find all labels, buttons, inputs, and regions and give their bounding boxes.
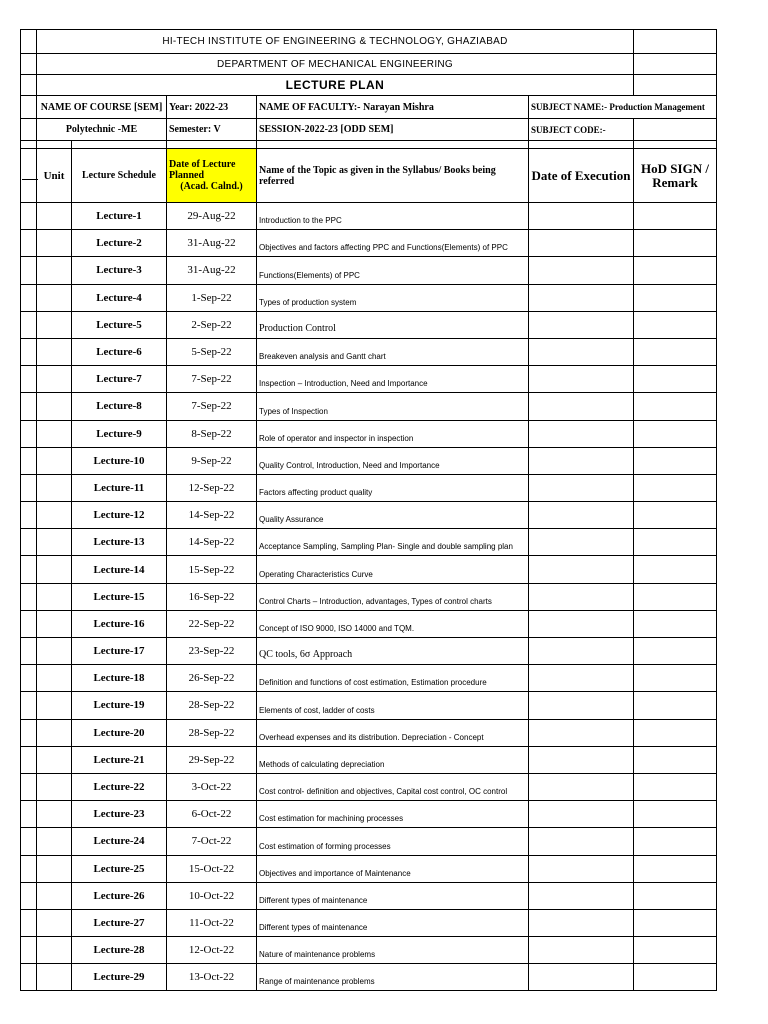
lecture-topic: QC tools, 6σ Approach [257,638,529,665]
lecture-label: Lecture-21 [72,746,167,773]
lecture-date: 28-Sep-22 [167,692,257,719]
execution-cell [529,909,634,936]
unit-cell [37,801,72,828]
lecture-date: 14-Sep-22 [167,529,257,556]
date-planned-sub: (Acad. Calnd.) [180,181,243,192]
hod-cell [634,746,717,773]
lecture-label: Lecture-6 [72,338,167,365]
lecture-row [21,964,717,991]
lecture-topic: Range of maintenance problems [257,964,529,991]
unit-cell [37,638,72,665]
lecture-topic: Objectives and importance of Maintenance [257,855,529,882]
unit-cell [37,529,72,556]
lecture-date: 3-Oct-22 [167,773,257,800]
hod-cell [634,393,717,420]
execution-cell [529,502,634,529]
lecture-topic: Introduction to the PPC [257,203,529,230]
execution-cell [529,447,634,474]
hod-cell [634,529,717,556]
unit-cell [37,230,72,257]
hod-cell [634,583,717,610]
lecture-topic: Inspection – Introduction, Need and Importance [257,366,529,393]
lecture-row [21,311,717,338]
lecture-row [21,338,717,365]
lecture-row [21,203,717,230]
unit-cell [37,773,72,800]
lecture-topic: Types of production system [257,284,529,311]
execution-cell [529,801,634,828]
lecture-row [21,366,717,393]
lecture-row [21,583,717,610]
lecture-date: 5-Sep-22 [167,338,257,365]
execution-cell [529,746,634,773]
hod-cell [634,203,717,230]
lecture-label: Lecture-2 [72,230,167,257]
execution-cell [529,420,634,447]
column-header-date-planned [167,149,257,203]
lecture-date: 23-Sep-22 [167,638,257,665]
lecture-row [21,474,717,501]
lecture-label: Lecture-15 [72,583,167,610]
unit-cell [37,583,72,610]
semester-label: Semester: V [167,119,257,141]
lecture-date: 22-Sep-22 [167,610,257,637]
execution-cell [529,529,634,556]
execution-cell [529,692,634,719]
lecture-topic: Overhead expenses and its distribution. Depreciation - Concept [257,719,529,746]
lecture-row [21,746,717,773]
lecture-row [21,665,717,692]
lecture-topic: Quality Assurance [257,502,529,529]
lecture-label: Lecture-11 [72,474,167,501]
lecture-row [21,773,717,800]
lecture-row [21,828,717,855]
hod-cell [634,338,717,365]
hod-cell [634,447,717,474]
unit-cell [37,284,72,311]
lecture-label: Lecture-4 [72,284,167,311]
lecture-date: 14-Sep-22 [167,502,257,529]
hod-cell [634,257,717,284]
hod-cell [634,665,717,692]
hod-cell [634,366,717,393]
execution-cell [529,583,634,610]
unit-cell [37,882,72,909]
lecture-topic: Control Charts – Introduction, advantages, Types of control charts [257,583,529,610]
execution-cell [529,338,634,365]
unit-cell [37,420,72,447]
hod-cell [634,692,717,719]
lecture-topic: Types of Inspection [257,393,529,420]
lecture-row [21,257,717,284]
unit-cell [37,937,72,964]
lecture-row [21,692,717,719]
lecture-topic: Quality Control, Introduction, Need and Importance [257,447,529,474]
lecture-topic: Acceptance Sampling, Sampling Plan- Single and double sampling plan [257,529,529,556]
lecture-label: Lecture-8 [72,393,167,420]
hod-cell [634,474,717,501]
lecture-label: Lecture-22 [72,773,167,800]
lecture-label: Lecture-17 [72,638,167,665]
faculty-label: NAME OF FACULTY:- Narayan Mishra [257,96,529,119]
lecture-date: 10-Oct-22 [167,882,257,909]
unit-cell [37,447,72,474]
hod-cell [634,828,717,855]
lecture-topic: Operating Characteristics Curve [257,556,529,583]
course-value: Polytechnic -ME [37,119,167,141]
lecture-label: Lecture-13 [72,529,167,556]
lecture-label: Lecture-10 [72,447,167,474]
lecture-topic: Production Control [257,311,529,338]
lecture-date: 29-Aug-22 [167,203,257,230]
subject-code-label: SUBJECT CODE:- [529,119,634,141]
lecture-date: 7-Sep-22 [167,393,257,420]
lecture-label: Lecture-20 [72,719,167,746]
execution-cell [529,638,634,665]
unit-cell [37,719,72,746]
column-header-unit: Unit [37,149,72,203]
lecture-label: Lecture-28 [72,937,167,964]
lecture-row [21,420,717,447]
unit-cell [37,828,72,855]
row-marker [22,179,38,180]
execution-cell [529,474,634,501]
unit-cell [37,610,72,637]
lecture-row [21,447,717,474]
lecture-topic: Functions(Elements) of PPC [257,257,529,284]
lecture-topic: Breakeven analysis and Gantt chart [257,338,529,365]
unit-cell [37,692,72,719]
institute-name: HI-TECH INSTITUTE OF ENGINEERING & TECHNOLOGY, GHAZIABAD [37,30,634,54]
unit-cell [37,474,72,501]
lecture-topic: Factors affecting product quality [257,474,529,501]
lecture-topic: Role of operator and inspector in inspection [257,420,529,447]
hod-cell [634,882,717,909]
lecture-row [21,909,717,936]
lecture-date: 13-Oct-22 [167,964,257,991]
session-label: SESSION-2022-23 [ODD SEM] [257,119,529,141]
lecture-date: 31-Aug-22 [167,230,257,257]
hod-cell [634,773,717,800]
lecture-date: 7-Oct-22 [167,828,257,855]
unit-cell [37,909,72,936]
lecture-row [21,882,717,909]
lecture-row [21,937,717,964]
lecture-date: 26-Sep-22 [167,665,257,692]
hod-cell [634,909,717,936]
lecture-label: Lecture-29 [72,964,167,991]
lecture-date: 28-Sep-22 [167,719,257,746]
lecture-topic: Different types of maintenance [257,909,529,936]
lecture-date: 15-Oct-22 [167,855,257,882]
execution-cell [529,828,634,855]
lecture-date: 8-Sep-22 [167,420,257,447]
unit-cell [37,746,72,773]
column-header-topic: Name of the Topic as given in the Syllabus/ Books being referred [257,149,529,203]
hod-cell [634,502,717,529]
lecture-topic: Elements of cost, ladder of costs [257,692,529,719]
lecture-row [21,230,717,257]
subject-name-label: SUBJECT NAME:- Production Management [529,96,717,119]
execution-cell [529,610,634,637]
lecture-row [21,556,717,583]
page-title: LECTURE PLAN [37,75,634,96]
lecture-label: Lecture-26 [72,882,167,909]
hod-cell [634,964,717,991]
lecture-label: Lecture-25 [72,855,167,882]
lecture-date: 12-Sep-22 [167,474,257,501]
lecture-topic: Cost estimation for machining processes [257,801,529,828]
lecture-label: Lecture-9 [72,420,167,447]
lecture-date: 16-Sep-22 [167,583,257,610]
execution-cell [529,665,634,692]
lecture-date: 29-Sep-22 [167,746,257,773]
lecture-row [21,719,717,746]
hod-cell [634,801,717,828]
lecture-date: 2-Sep-22 [167,311,257,338]
execution-cell [529,230,634,257]
unit-cell [37,366,72,393]
lecture-topic: Nature of maintenance problems [257,937,529,964]
unit-cell [37,203,72,230]
unit-cell [37,855,72,882]
lecture-label: Lecture-24 [72,828,167,855]
execution-cell [529,719,634,746]
execution-cell [529,203,634,230]
lecture-date: 11-Oct-22 [167,909,257,936]
hod-cell [634,719,717,746]
hod-cell [634,610,717,637]
lecture-topic: Cost control- definition and objectives, Capital cost control, OC control [257,773,529,800]
execution-cell [529,366,634,393]
execution-cell [529,964,634,991]
lecture-row [21,801,717,828]
lecture-date: 6-Oct-22 [167,801,257,828]
unit-cell [37,964,72,991]
execution-cell [529,257,634,284]
hod-cell [634,311,717,338]
lecture-date: 7-Sep-22 [167,366,257,393]
lecture-date: 15-Sep-22 [167,556,257,583]
unit-cell [37,257,72,284]
execution-cell [529,284,634,311]
lecture-label: Lecture-3 [72,257,167,284]
lecture-label: Lecture-12 [72,502,167,529]
lecture-label: Lecture-1 [72,203,167,230]
lecture-topic: Objectives and factors affecting PPC and Functions(Elements) of PPC [257,230,529,257]
lecture-plan-table [20,29,717,991]
lecture-topic: Different types of maintenance [257,882,529,909]
department-name: DEPARTMENT OF MECHANICAL ENGINEERING [37,54,634,75]
hod-cell [634,230,717,257]
column-header-hod: HoD SIGN / Remark [634,149,717,203]
hod-cell [634,284,717,311]
lecture-row [21,284,717,311]
lecture-row [21,855,717,882]
year-label: Year: 2022-23 [167,96,257,119]
lecture-label: Lecture-27 [72,909,167,936]
hod-cell [634,420,717,447]
lecture-row [21,502,717,529]
lecture-label: Lecture-18 [72,665,167,692]
lecture-label: Lecture-7 [72,366,167,393]
execution-cell [529,882,634,909]
course-label: NAME OF COURSE [SEM] [37,96,167,119]
hod-cell [634,556,717,583]
lecture-label: Lecture-16 [72,610,167,637]
lecture-topic: Cost estimation of forming processes [257,828,529,855]
execution-cell [529,393,634,420]
execution-cell [529,311,634,338]
lecture-plan-sheet [20,29,717,991]
execution-cell [529,556,634,583]
column-header-schedule: Lecture Schedule [72,149,167,203]
date-planned-title: Date of Lecture Planned [169,159,236,181]
lecture-date: 12-Oct-22 [167,937,257,964]
lecture-date: 9-Sep-22 [167,447,257,474]
unit-cell [37,502,72,529]
lecture-row [21,610,717,637]
unit-cell [37,556,72,583]
hod-cell [634,638,717,665]
unit-cell [37,311,72,338]
unit-cell [37,393,72,420]
lecture-topic: Definition and functions of cost estimation, Estimation procedure [257,665,529,692]
lecture-date: 1-Sep-22 [167,284,257,311]
execution-cell [529,773,634,800]
lecture-row [21,529,717,556]
lecture-label: Lecture-14 [72,556,167,583]
column-header-execution: Date of Execution [529,149,634,203]
lecture-topic: Concept of ISO 9000, ISO 14000 and TQM. [257,610,529,637]
lecture-topic: Methods of calculating depreciation [257,746,529,773]
hod-cell [634,855,717,882]
lecture-label: Lecture-19 [72,692,167,719]
lecture-date: 31-Aug-22 [167,257,257,284]
execution-cell [529,855,634,882]
lecture-label: Lecture-5 [72,311,167,338]
unit-cell [37,338,72,365]
unit-cell [37,665,72,692]
hod-cell [634,937,717,964]
lecture-row [21,638,717,665]
execution-cell [529,937,634,964]
lecture-label: Lecture-23 [72,801,167,828]
lecture-row [21,393,717,420]
